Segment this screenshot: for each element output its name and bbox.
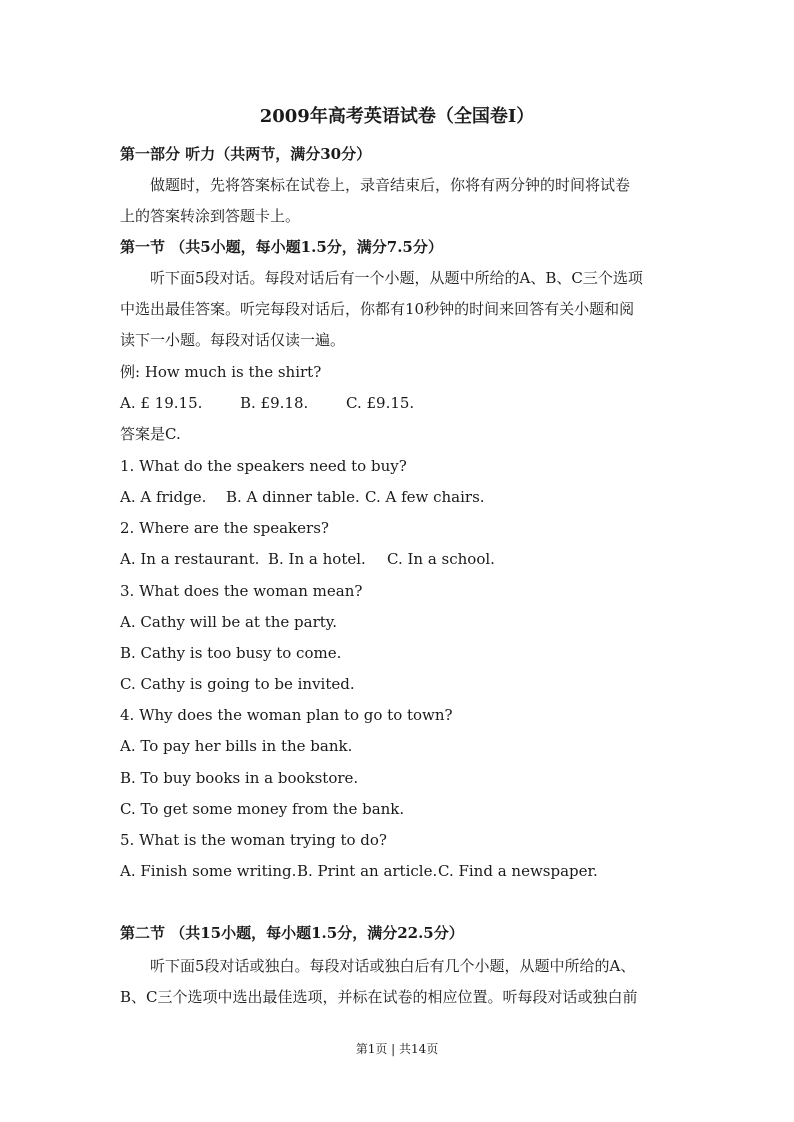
section1-heading: 第一节 （共5小题，每小题1.5分，满分7.5分） (120, 238, 443, 256)
question-2-option-c: C. In a school. (387, 550, 495, 568)
example-option-b: B. £9.18. (240, 394, 309, 412)
section1-intro-line-3: 读下一小题。每段对话仅读一遍。 (120, 331, 346, 349)
question-2-option-b: B. In a hotel. (268, 550, 366, 568)
question-3-option-a: A. Cathy will be at the party. (120, 613, 338, 631)
section1-intro-line-2: 中选出最佳答案。听完每段对话后，你都有10秒钟的时间来回答有关小题和阅 (120, 300, 635, 318)
question-3-option-c: C. Cathy is going to be invited. (120, 675, 355, 693)
question-5-option-c: C. Find a newspaper. (438, 862, 598, 880)
section2-heading: 第二节 （共15小题，每小题1.5分，满分22.5分） (120, 924, 464, 942)
question-4-option-b: B. To buy books in a bookstore. (120, 769, 359, 787)
question-4: 4. Why does the woman plan to go to town? (120, 706, 453, 724)
part1-intro-line-1: 做题时，先将答案标在试卷上，录音结束后，你将有两分钟的时间将试卷 (150, 176, 631, 194)
question-5-option-a: A. Finish some writing. (120, 862, 297, 880)
question-1: 1. What do the speakers need to buy? (120, 457, 407, 475)
section2-intro-line-2: B、C三个选项中选出最佳选项，并标在试卷的相应位置。听每段对话或独白前 (120, 988, 638, 1006)
question-2-options (120, 548, 680, 570)
question-1-option-c: C. A few chairs. (365, 488, 485, 506)
question-4-option-c: C. To get some money from the bank. (120, 800, 405, 818)
question-5: 5. What is the woman trying to do? (120, 831, 387, 849)
question-2-option-a: A. In a restaurant. (120, 550, 260, 568)
example-answer: 答案是C. (120, 425, 181, 443)
question-2: 2. Where are the speakers? (120, 519, 329, 537)
example-option-c: C. £9.15. (346, 394, 415, 412)
question-4-option-a: A. To pay her bills in the bank. (120, 737, 353, 755)
question-5-options (120, 860, 680, 882)
question-5-option-b: B. Print an article. (297, 862, 438, 880)
page-footer: 第1页 | 共14页 (355, 1042, 439, 1056)
question-1-option-a: A. A fridge. (120, 488, 207, 506)
question-1-option-b: B. A dinner table. (226, 488, 360, 506)
question-3: 3. What does the woman mean? (120, 582, 363, 600)
part1-heading: 第一部分 听力（共两节，满分30分） (120, 145, 372, 163)
example-option-a: A. £ 19.15. (120, 394, 203, 412)
question-3-option-b: B. Cathy is too busy to come. (120, 644, 342, 662)
question-1-options (120, 486, 680, 508)
section2-intro-line-1: 听下面5段对话或独白。每段对话或独白后有几个小题，从题中所给的A、 (150, 957, 636, 975)
example-question: 例: How much is the shirt? (120, 363, 322, 381)
example-options (120, 392, 680, 414)
section1-intro-line-1: 听下面5段对话。每段对话后有一个小题，从题中所给的A、B、C三个选项 (150, 269, 643, 287)
page-title: 2009年高考英语试卷（全国卷I） (259, 106, 535, 127)
part1-intro-line-2: 上的答案转涂到答题卡上。 (120, 207, 301, 225)
